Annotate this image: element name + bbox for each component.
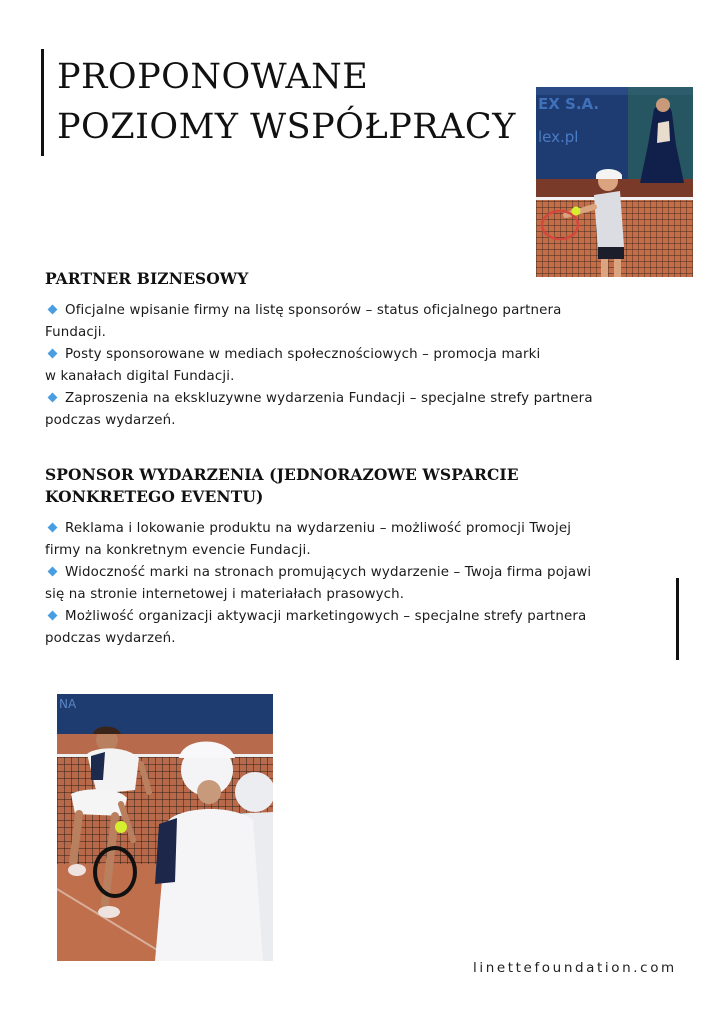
diamond-bullet-icon: [48, 567, 58, 577]
list-item: [45, 388, 645, 432]
list-item-text: Posty sponsorowane w mediach społecznościowych – promocja marki: [65, 347, 541, 362]
section-business-partner: [45, 268, 645, 432]
diamond-bullet-icon: [48, 523, 58, 533]
list-item: [45, 606, 645, 650]
photo-bottom-banner-text: NA: [59, 697, 77, 711]
list-item-line: się na stronie internetowej i materiałach prasowych.: [45, 587, 405, 602]
list-item-line: [45, 344, 645, 366]
list-item: [45, 344, 645, 388]
section-heading-line: PARTNER BIZNESOWY: [45, 269, 249, 288]
list-item: [45, 518, 645, 562]
right-accent-bar: [676, 578, 679, 660]
photo-young-player-at-net: [536, 87, 693, 277]
list-item-text: Oficjalne wpisanie firmy na listę sponsorów – status oficjalnego partnera: [65, 303, 562, 318]
list-item-line: [45, 518, 645, 540]
section-heading-line: SPONSOR WYDARZENIA (JEDNORAZOWE WSPARCIE: [45, 465, 519, 484]
footer-website-url: linettefoundation.com: [473, 960, 677, 976]
list-item-line: [45, 606, 645, 628]
diamond-bullet-icon: [48, 305, 58, 315]
benefit-list: [45, 300, 645, 432]
photo-top-banner-url: lex.pl: [538, 128, 579, 146]
list-item-line: Fundacji.: [45, 325, 107, 340]
list-item-line: podczas wydarzeń.: [45, 631, 176, 646]
list-item: [45, 300, 645, 344]
photo-top-banner-text: EX S.A.: [538, 95, 600, 113]
page-title-line-1: PROPONOWANE: [57, 57, 369, 97]
list-item-text: Zaproszenia na ekskluzywne wydarzenia Fundacji – specjalne strefy partnera: [65, 391, 593, 406]
list-item-line: podczas wydarzeń.: [45, 413, 176, 428]
section-event-sponsor: [45, 464, 645, 650]
diamond-bullet-icon: [48, 611, 58, 621]
list-item-line: [45, 562, 645, 584]
list-item-text: Widoczność marki na stronach promujących wydarzenie – Twoja firma pojawi: [65, 565, 592, 580]
list-item: [45, 562, 645, 606]
list-item-line: firmy na konkretnym evencie Fundacji.: [45, 543, 311, 558]
page-title-line-2: POZIOMY WSPÓŁPRACY: [57, 107, 516, 147]
benefit-list: [45, 518, 645, 650]
list-item-line: [45, 388, 645, 410]
photo-player-low-volley: [57, 694, 273, 961]
section-heading: [45, 464, 645, 508]
list-item-text: Reklama i lokowanie produktu na wydarzeniu – możliwość promocji Twojej: [65, 521, 572, 536]
diamond-bullet-icon: [48, 393, 58, 403]
section-heading-line: KONKRETEGO EVENTU): [45, 487, 264, 506]
diamond-bullet-icon: [48, 349, 58, 359]
section-heading: [45, 268, 645, 290]
list-item-line: w kanałach digital Fundacji.: [45, 369, 235, 384]
page-title: [57, 52, 516, 152]
list-item-line: [45, 300, 645, 322]
title-accent-bar: [41, 49, 44, 156]
list-item-text: Możliwość organizacji aktywacji marketingowych – specjalne strefy partnera: [65, 609, 587, 624]
